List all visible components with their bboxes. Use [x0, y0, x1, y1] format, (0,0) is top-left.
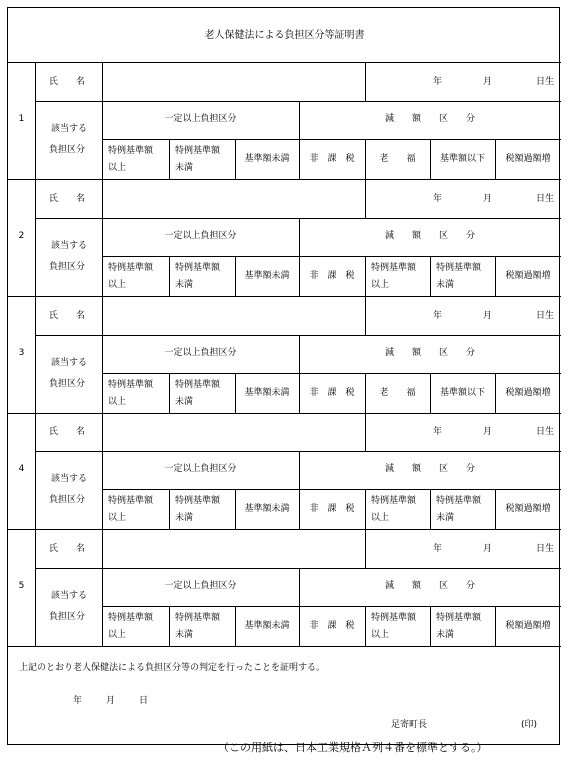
row-number: 1 — [18, 114, 25, 124]
cell-ordinance-below-2: 未満 — [175, 630, 194, 640]
subcategory-line — [365, 489, 366, 529]
cell-ordinance-above-alt-1: 特例基準額 — [371, 263, 417, 273]
applicable-label-line2: 負担区分 — [49, 145, 86, 155]
cell-non-taxable: 非 課 税 — [309, 154, 355, 164]
cell-non-taxable: 非 課 税 — [309, 504, 355, 514]
cell-standard-below: 基準額未満 — [244, 388, 290, 398]
certification-year: 年 — [73, 696, 83, 706]
applicable-label-line1: 該当する — [51, 124, 88, 134]
cell-standard-or-less: 基準額以下 — [439, 388, 485, 398]
category-row-rule — [102, 489, 561, 490]
birth-month-label: 月 — [483, 544, 493, 554]
cell-ordinance-below-alt-1: 特例基準額 — [436, 613, 482, 623]
fixed-income-category: 一定以上負担区分 — [164, 114, 237, 124]
cell-ordinance-above-alt-1: 特例基準額 — [371, 496, 417, 506]
seal-mark: (印) — [521, 720, 538, 730]
reduction-category: 減 額 区 分 — [384, 114, 475, 124]
cell-standard-below: 基準額未満 — [244, 154, 290, 164]
name-date-divider — [365, 296, 366, 335]
name-row-rule — [35, 101, 561, 102]
name-row-rule — [35, 451, 561, 452]
category-row-rule — [102, 373, 561, 374]
birth-year-label: 年 — [433, 77, 443, 87]
cell-standard-below: 基準額未満 — [244, 504, 290, 514]
fixed-income-category: 一定以上負担区分 — [164, 231, 237, 241]
applicable-label-line1: 該当する — [51, 474, 88, 484]
cell-non-taxable: 非 課 税 — [309, 621, 355, 631]
cell-standard-or-less: 基準額以下 — [439, 154, 485, 164]
mayor-title: 足寄町長 — [391, 720, 428, 730]
name-date-divider — [365, 529, 366, 568]
cell-ordinance-below-2: 未満 — [175, 513, 194, 523]
name-label: 氏 名 — [49, 194, 86, 204]
reduction-category: 減 額 区 分 — [384, 464, 475, 474]
name-row-rule — [35, 568, 561, 569]
block-rule — [8, 413, 561, 414]
number-column-line — [35, 296, 36, 413]
cell-ordinance-below-2: 未満 — [175, 280, 194, 290]
block-rule — [8, 646, 561, 647]
name-label: 氏 名 — [49, 77, 86, 87]
cell-non-taxable: 非 課 税 — [309, 388, 355, 398]
name-label: 氏 名 — [49, 544, 86, 554]
subcategory-line — [430, 606, 431, 646]
birthday-label: 日生 — [536, 427, 555, 437]
cell-ordinance-above-2: 以上 — [108, 630, 127, 640]
number-column-line — [35, 412, 36, 529]
name-row-rule — [35, 218, 561, 219]
applicable-label-line2: 負担区分 — [49, 262, 86, 272]
reduction-category: 減 額 区 分 — [384, 348, 475, 358]
number-column-line — [35, 179, 36, 296]
birth-month-label: 月 — [483, 194, 493, 204]
subcategory-line — [169, 256, 170, 296]
cell-elderly-welfare: 老 福 — [379, 388, 416, 398]
birth-month-label: 月 — [483, 311, 493, 321]
row-number: 3 — [18, 348, 25, 358]
row-number: 4 — [18, 464, 25, 474]
cell-ordinance-above-1: 特例基準額 — [108, 613, 154, 623]
block-rule — [8, 529, 561, 530]
name-date-divider — [365, 62, 366, 101]
number-column-line — [35, 62, 36, 179]
number-column-line — [35, 529, 36, 646]
certification-statement: 上記のとおり老人保健法による負担区分等の判定を行ったことを証明する。 — [19, 663, 326, 673]
applicable-label-line2: 負担区分 — [49, 612, 86, 622]
certificate-form — [7, 7, 560, 745]
cell-elderly-welfare: 老 福 — [379, 154, 416, 164]
cell-ordinance-above-alt-2: 以上 — [371, 280, 390, 290]
footnote: （この用紙は、日本工業規格Ａ列４番を標準とする。） — [218, 741, 488, 754]
subcategory-line — [169, 489, 170, 529]
name-date-divider — [365, 412, 366, 451]
fixed-income-category: 一定以上負担区分 — [164, 348, 237, 358]
cell-ordinance-below-1: 特例基準額 — [175, 263, 221, 273]
birth-month-label: 月 — [483, 427, 493, 437]
birth-month-label: 月 — [483, 77, 493, 87]
title-rule — [8, 62, 561, 63]
fixed-income-category: 一定以上負担区分 — [164, 464, 237, 474]
cell-ordinance-above-2: 以上 — [108, 280, 127, 290]
applicable-label-line1: 該当する — [51, 591, 88, 601]
cell-excess: 税額過額増 — [505, 154, 551, 164]
birthday-label: 日生 — [536, 544, 555, 554]
applicable-label-line1: 該当する — [51, 358, 88, 368]
birth-year-label: 年 — [433, 544, 443, 554]
cell-ordinance-below-1: 特例基準額 — [175, 146, 221, 156]
certification-day: 日 — [139, 696, 149, 706]
cell-non-taxable: 非 課 税 — [309, 271, 355, 281]
subcategory-line — [365, 256, 366, 296]
cell-ordinance-above-alt-2: 以上 — [371, 630, 390, 640]
block-rule — [8, 296, 561, 297]
birth-year-label: 年 — [433, 427, 443, 437]
cell-ordinance-above-2: 以上 — [108, 163, 127, 173]
name-label: 氏 名 — [49, 311, 86, 321]
row-number: 5 — [18, 581, 25, 591]
cell-ordinance-below-2: 未満 — [175, 163, 194, 173]
birthday-label: 日生 — [536, 311, 555, 321]
cell-excess: 税額過額増 — [505, 271, 551, 281]
subcategory-line — [169, 373, 170, 413]
certification-month: 月 — [106, 696, 116, 706]
cell-ordinance-above-2: 以上 — [108, 513, 127, 523]
category-row-rule — [102, 256, 561, 257]
applicable-label-line2: 負担区分 — [49, 379, 86, 389]
cell-ordinance-below-alt-1: 特例基準額 — [436, 263, 482, 273]
cell-ordinance-below-1: 特例基準額 — [175, 496, 221, 506]
birthday-label: 日生 — [536, 77, 555, 87]
cell-ordinance-below-alt-2: 未満 — [436, 280, 455, 290]
cell-ordinance-above-1: 特例基準額 — [108, 146, 154, 156]
cell-excess: 税額過額増 — [505, 388, 551, 398]
cell-ordinance-below-1: 特例基準額 — [175, 380, 221, 390]
subcategory-line — [365, 606, 366, 646]
cell-ordinance-above-1: 特例基準額 — [108, 496, 154, 506]
subcategory-line — [430, 489, 431, 529]
cell-excess: 税額過額増 — [505, 504, 551, 514]
cell-ordinance-below-1: 特例基準額 — [175, 613, 221, 623]
cell-standard-below: 基準額未満 — [244, 621, 290, 631]
name-label: 氏 名 — [49, 427, 86, 437]
cell-ordinance-above-1: 特例基準額 — [108, 263, 154, 273]
cell-ordinance-below-alt-1: 特例基準額 — [436, 496, 482, 506]
cell-ordinance-above-1: 特例基準額 — [108, 380, 154, 390]
cell-ordinance-above-2: 以上 — [108, 397, 127, 407]
subcategory-line — [169, 606, 170, 646]
cell-excess: 税額過額増 — [505, 621, 551, 631]
subcategory-line — [169, 139, 170, 179]
cell-ordinance-above-alt-2: 以上 — [371, 513, 390, 523]
category-row-rule — [102, 606, 561, 607]
applicable-label-line2: 負担区分 — [49, 495, 86, 505]
applicable-label-line1: 該当する — [51, 241, 88, 251]
birth-year-label: 年 — [433, 311, 443, 321]
category-row-rule — [102, 139, 561, 140]
name-row-rule — [35, 335, 561, 336]
cell-ordinance-above-alt-1: 特例基準額 — [371, 613, 417, 623]
subcategory-line — [430, 256, 431, 296]
cell-standard-below: 基準額未満 — [244, 271, 290, 281]
fixed-income-category: 一定以上負担区分 — [164, 581, 237, 591]
row-number: 2 — [18, 231, 25, 241]
reduction-category: 減 額 区 分 — [384, 581, 475, 591]
cell-ordinance-below-2: 未満 — [175, 397, 194, 407]
reduction-category: 減 額 区 分 — [384, 231, 475, 241]
name-date-divider — [365, 179, 366, 218]
birthday-label: 日生 — [536, 194, 555, 204]
block-rule — [8, 179, 561, 180]
form-title: 老人保健法による負担区分等証明書 — [204, 30, 365, 41]
birth-year-label: 年 — [433, 194, 443, 204]
cell-ordinance-below-alt-2: 未満 — [436, 630, 455, 640]
cell-ordinance-below-alt-2: 未満 — [436, 513, 455, 523]
